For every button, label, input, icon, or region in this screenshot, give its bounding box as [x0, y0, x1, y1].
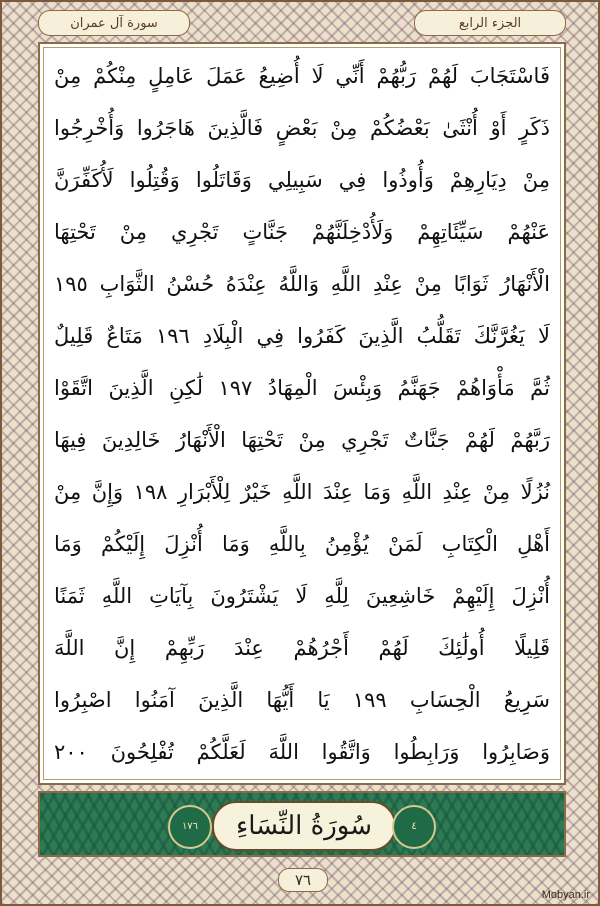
- text-line: قَلِيلًا أُولَٰئِكَ لَهُمْ أَجْرُهُمْ عِنْدَ رَبِّهِمْ إِنَّ اللَّهَ: [54, 636, 550, 660]
- page-header: [24, 8, 580, 38]
- text-line: أُنْزِلَ إِلَيْهِمْ خَاشِعِينَ لِلَّهِ لَا يَشْتَرُونَ بِآيَاتِ اللَّهِ ثَمَنًا: [54, 584, 550, 608]
- text-line: ثُمَّ مَأْوَاهُمْ جَهَنَّمُ وَبِئْسَ الْمِهَادُ ١٩٧ لَٰكِنِ الَّذِينَ اتَّقَوْا: [54, 376, 550, 400]
- ayah-count-medallion: ١٧٦: [168, 805, 212, 849]
- text-line: رَبَّهُمْ لَهُمْ جَنَّاتٌ تَجْرِي مِنْ تَحْتِهَا الْأَنْهَارُ خَالِدِينَ فِيهَا: [54, 428, 550, 452]
- text-line: أَهْلِ الْكِتَابِ لَمَنْ يُؤْمِنُ بِاللَّهِ وَمَا أُنْزِلَ إِلَيْكُمْ وَمَا: [54, 532, 550, 556]
- text-line: نُزُلًا مِنْ عِنْدِ اللَّهِ وَمَا عِنْدَ اللَّهِ خَيْرٌ لِلْأَبْرَارِ ١٩٨ وَإِنَّ مِنْ: [54, 480, 550, 504]
- watermark: Mobyan.ir: [541, 889, 590, 901]
- next-surah-title: سُورَةُ النِّسَاءِ: [212, 801, 396, 851]
- page-number: ٧٦: [278, 868, 328, 892]
- text-panel: [38, 42, 566, 785]
- surah-header-band: [38, 791, 566, 857]
- text-line: عَنْهُمْ سَيِّئَاتِهِمْ وَلَأُدْخِلَنَّهُمْ جَنَّاتٍ تَجْرِي مِنْ تَحْتِهَا: [54, 220, 550, 244]
- juz-label: الجزء الرابع: [414, 10, 566, 36]
- text-line: لَا يَغُرَّنَّكَ تَقَلُّبُ الَّذِينَ كَفَرُوا فِي الْبِلَادِ ١٩٦ مَتَاعٌ قَلِيلٌ: [54, 324, 550, 348]
- text-line: فَاسْتَجَابَ لَهُمْ رَبُّهُمْ أَنِّي لَا أُضِيعُ عَمَلَ عَامِلٍ مِنْكُمْ مِنْ: [54, 64, 550, 88]
- text-line: ذَكَرٍ أَوْ أُنْثَىٰ بَعْضُكُمْ مِنْ بَعْضٍ فَالَّذِينَ هَاجَرُوا وَأُخْرِجُوا: [54, 116, 550, 140]
- surah-number-medallion: ٤: [392, 805, 436, 849]
- text-line: مِنْ دِيَارِهِمْ وَأُوذُوا فِي سَبِيلِي وَقَاتَلُوا وَقُتِلُوا لَأُكَفِّرَنَّ: [54, 168, 550, 192]
- text-line: وَصَابِرُوا وَرَابِطُوا وَاتَّقُوا اللَّهَ لَعَلَّكُمْ تُفْلِحُونَ ٢٠٠: [54, 740, 550, 764]
- text-line: الْأَنْهَارُ ثَوَابًا مِنْ عِنْدِ اللَّهِ وَاللَّهُ عِنْدَهُ حُسْنُ الثَّوَابِ ١٩٥: [54, 272, 550, 296]
- surah-label: سورة آل عمران: [38, 10, 190, 36]
- text-line: سَرِيعُ الْحِسَابِ ١٩٩ يَا أَيُّهَا الَّذِينَ آمَنُوا اصْبِرُوا: [54, 688, 550, 712]
